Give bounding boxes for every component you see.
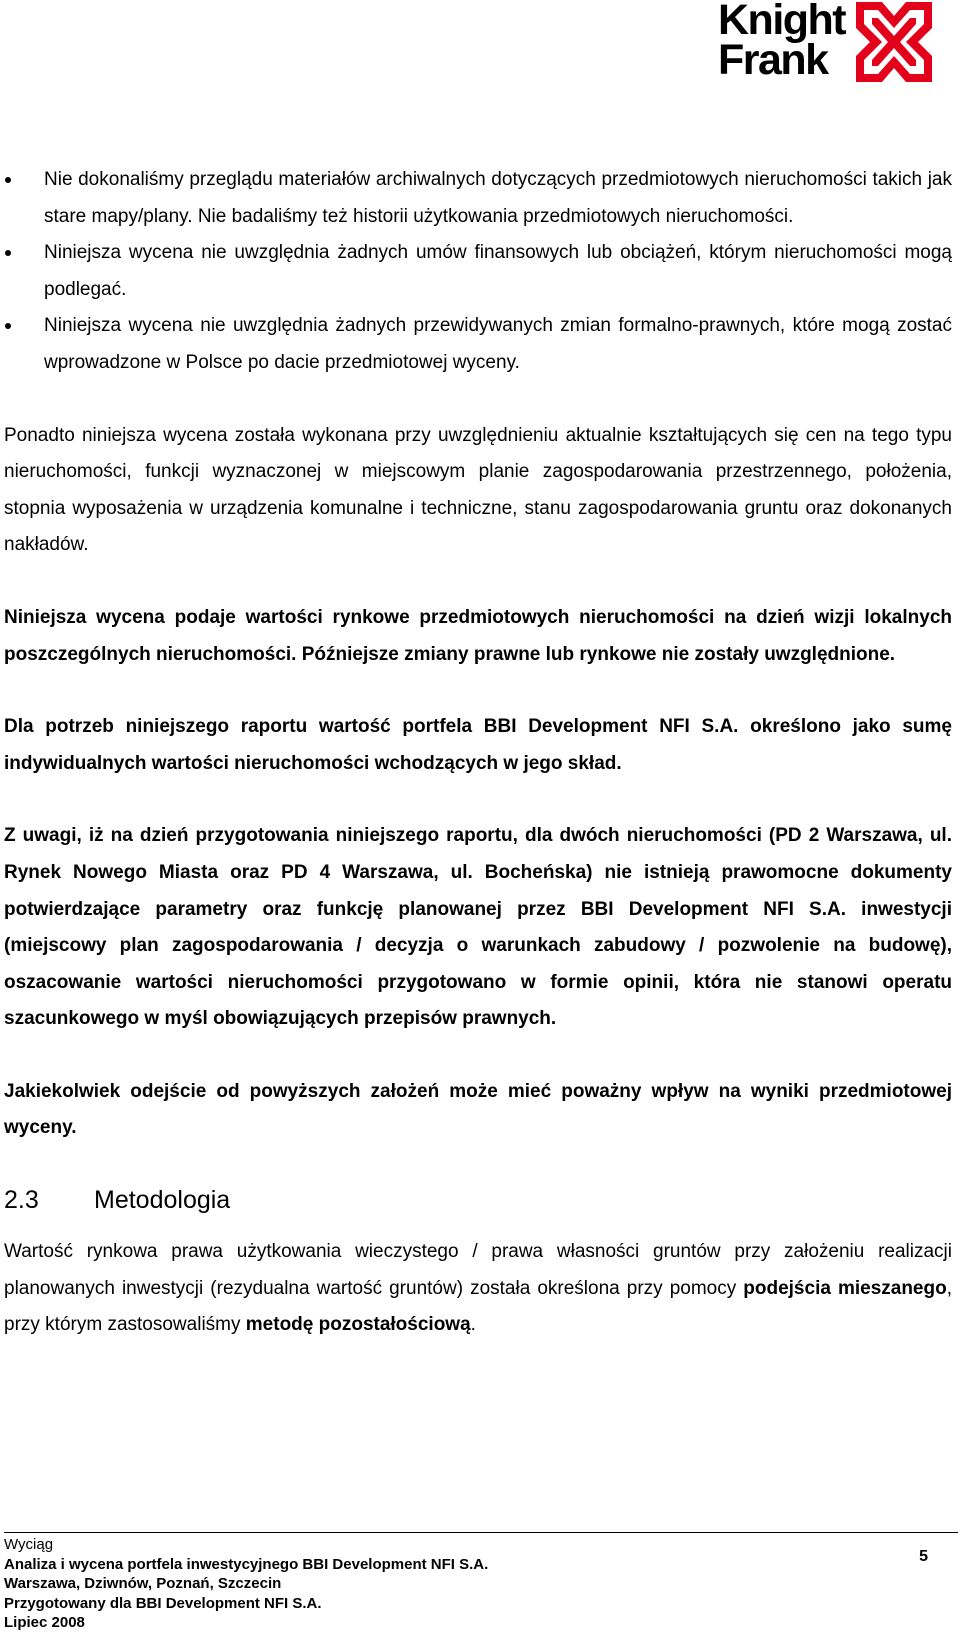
assumptions-list: [4, 162, 952, 382]
paragraph-opinion-note: Z uwagi, iż na dzień przygotowania niniejszego raportu, dla dwóch nieruchomości (PD 2 Warszawa, ul. Rynek Nowego Miasta oraz PD 4 Warszawa, ul. Bocheńska) nie istnieją prawomocne dokumenty potwierdzające parametry oraz funkcję planowanej przez BBI Development NFI S.A. inwestycji (miejscowy plan zagospodarowania / decyzja o warunkach zabudowy / pozwolenie na budowę), oszacowanie wartości nieruchomości przygotowano w formie opinii, która nie stanowi operatu szacunkowego w myśl obowiązujących przepisów prawnych.: [4, 825, 952, 1030]
logo-wordmark: [718, 0, 846, 84]
list-item: Niniejsza wycena nie uwzględnia żadnych umów finansowych lub obciążeń, którym nieruchomości mogą podlegać.: [4, 235, 952, 308]
footer-line-date: Lipiec 2008: [4, 1614, 85, 1631]
logo-line-frank: Frank: [718, 36, 828, 84]
page-number: 5: [919, 1548, 928, 1565]
methodology-bold-method: metodę pozostałościową: [245, 1314, 471, 1336]
section-number: 2.3: [4, 1186, 39, 1215]
list-item: Nie dokonaliśmy przeglądu materiałów archiwalnych dotyczących przedmiotowych nieruchomości takich jak stare mapy/plany. Nie badaliśmy też historii użytkowania przedmiotowych nieruchomości.: [4, 162, 952, 235]
paragraph-methodology: [4, 1234, 952, 1344]
list-item: Niniejsza wycena nie uwzględnia żadnych przewidywanych zmian formalno-prawnych, które mogą zostać wprowadzone w Polsce po dacie przedmiotowej wyceny.: [4, 308, 952, 381]
page-footer: [4, 1532, 958, 1633]
methodology-bold-approach: podejścia mieszanego: [743, 1277, 947, 1299]
knight-frank-logo: [718, 0, 932, 88]
paragraph-market-values: Niniejsza wycena podaje wartości rynkowe przedmiotowych nieruchomości na dzień wizji lokalnych poszczególnych nieruchomości. Późniejsze zmiany prawne lub rynkowe nie zostały uwzględnione.: [4, 606, 952, 665]
footer-line-report-title: Analiza i wycena portfela inwestycyjnego BBI Development NFI S.A.: [4, 1555, 489, 1573]
logo-line-knight: Knight: [718, 0, 846, 44]
document-body: [4, 162, 952, 1344]
methodology-text-3: .: [470, 1314, 476, 1336]
section-heading: [4, 1180, 952, 1220]
footer-line-locations: Warszawa, Dziwnów, Poznań, Szczecin: [4, 1575, 282, 1592]
footer-lines: [4, 1533, 958, 1633]
logo-cross-icon: [856, 2, 932, 82]
paragraph-departure-warning: Jakiekolwiek odejście od powyższych założeń może mieć poważny wpływ na wyniki przedmiotowej wyceny.: [4, 1080, 952, 1139]
paragraph-portfolio-value: Dla potrzeb niniejszego raportu wartość portfela BBI Development NFI S.A. określono jako sumę indywidualnych wartości nieruchomości wchodzących w jego skład.: [4, 716, 952, 774]
section-title: Metodologia: [94, 1186, 231, 1215]
paragraph-prices: Ponadto niniejsza wycena została wykonana przy uwzględnieniu aktualnie kształtujących się cen na tego typu nieruchomości, funkcji wyznaczonej w miejscowym planie zagospodarowania przestrzennego, położenia, stopnia wyposażenia w urządzenia komunalne i techniczne, stanu zagospodarowania gruntu oraz dokonanych nakładów.: [4, 424, 952, 556]
footer-line-prepared-for: Przygotowany dla BBI Development NFI S.A.: [4, 1594, 322, 1612]
footer-line-extract: Wyciąg: [4, 1536, 54, 1553]
methodology-text-1: Wartość rynkowa prawa użytkowania wieczystego / prawa własności gruntów przy założeniu realizacji planowanych inwestycji (rezydualna wartość gruntów) została określona przy pomocy: [4, 1241, 952, 1299]
methodology-text-2: , przy którym zastosowaliśmy: [4, 1277, 952, 1336]
